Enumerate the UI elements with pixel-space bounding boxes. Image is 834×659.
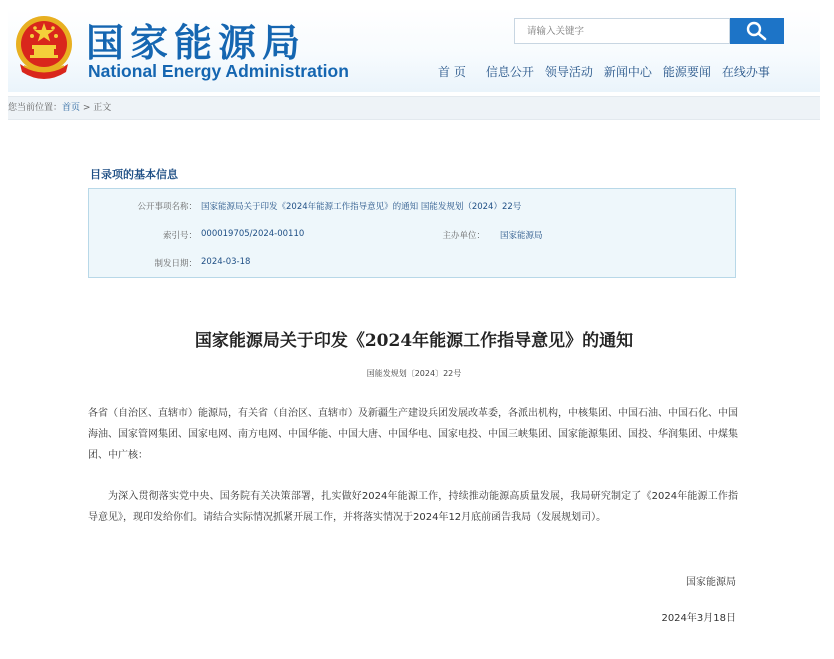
- article-signature: 国家能源局: [686, 577, 736, 588]
- article-date: 2024年3月18日: [661, 613, 736, 624]
- index-label: 索引号：: [162, 231, 197, 241]
- name-label: 公开事项名称：: [137, 202, 197, 212]
- page: [8, 8, 820, 648]
- article-body: 为深入贯彻落实党中央、国务院有关决策部署，扎实做好2024年能源工作，持续推动能源高质量发展，我局研究制定了《2024年能源工作指导意见》，现印发给你们。请结合实际情况抓紧开展工作，并将落实情况于2024年12月底前函告我局（发展规划司）。: [88, 491, 738, 523]
- date-label: 制发日期：: [154, 259, 197, 269]
- article-recipients: 各省（自治区、直辖市）能源局，有关省（自治区、直辖市）及新疆生产建设兵团发展改革委，各派出机构，中核集团、中国石油、中国石化、中国海油、国家管网集团、国家电网、南方电网、中国华能、中国大唐、中国华电、国家电投、中国三峡集团、国家能源集团、国投、华润集团、中煤集团、中广核：: [88, 408, 738, 461]
- breadcrumb-home-link[interactable]: 首页: [62, 103, 81, 113]
- date-value: 2024-03-18: [201, 257, 251, 267]
- name-value: 国家能源局关于印发《2024年能源工作指导意见》的通知 国能发规划（2024）22号: [201, 202, 522, 212]
- nav-home[interactable]: 首 页: [438, 65, 466, 79]
- nav-online-services[interactable]: 在线办事: [721, 65, 770, 79]
- breadcrumb-label: 您当前位置：: [8, 103, 63, 113]
- document-number: 国能发规划〔2024〕22号: [366, 369, 462, 378]
- index-value: 000019705/2024-00110: [201, 229, 305, 239]
- breadcrumb-separator: >: [80, 103, 94, 113]
- org-value: 国家能源局: [500, 231, 543, 241]
- site-title-en: National Energy Administration: [88, 61, 349, 81]
- nav-news[interactable]: 新闻中心: [603, 65, 652, 79]
- article-title: 国家能源局关于印发《2024年能源工作指导意见》的通知: [194, 331, 634, 351]
- breadcrumb: [8, 96, 820, 120]
- site-header: [8, 8, 820, 92]
- search-icon: [746, 21, 768, 41]
- nav-energy-news[interactable]: 能源要闻: [662, 65, 711, 79]
- nav-info-disclosure[interactable]: 信息公开: [485, 65, 534, 79]
- search-button[interactable]: [730, 18, 784, 44]
- breadcrumb-current: 正文: [93, 103, 112, 113]
- info-section-title: 目录项的基本信息: [90, 168, 178, 181]
- site-title-cn[interactable]: 国家能源局: [86, 21, 307, 65]
- search-input[interactable]: [515, 20, 727, 44]
- org-label: 主办单位：: [442, 231, 485, 241]
- nav-leadership[interactable]: 领导活动: [544, 65, 593, 79]
- national-emblem-icon: [12, 14, 76, 84]
- main-nav: [438, 61, 781, 83]
- search-box: [514, 18, 730, 44]
- info-box: [88, 188, 736, 278]
